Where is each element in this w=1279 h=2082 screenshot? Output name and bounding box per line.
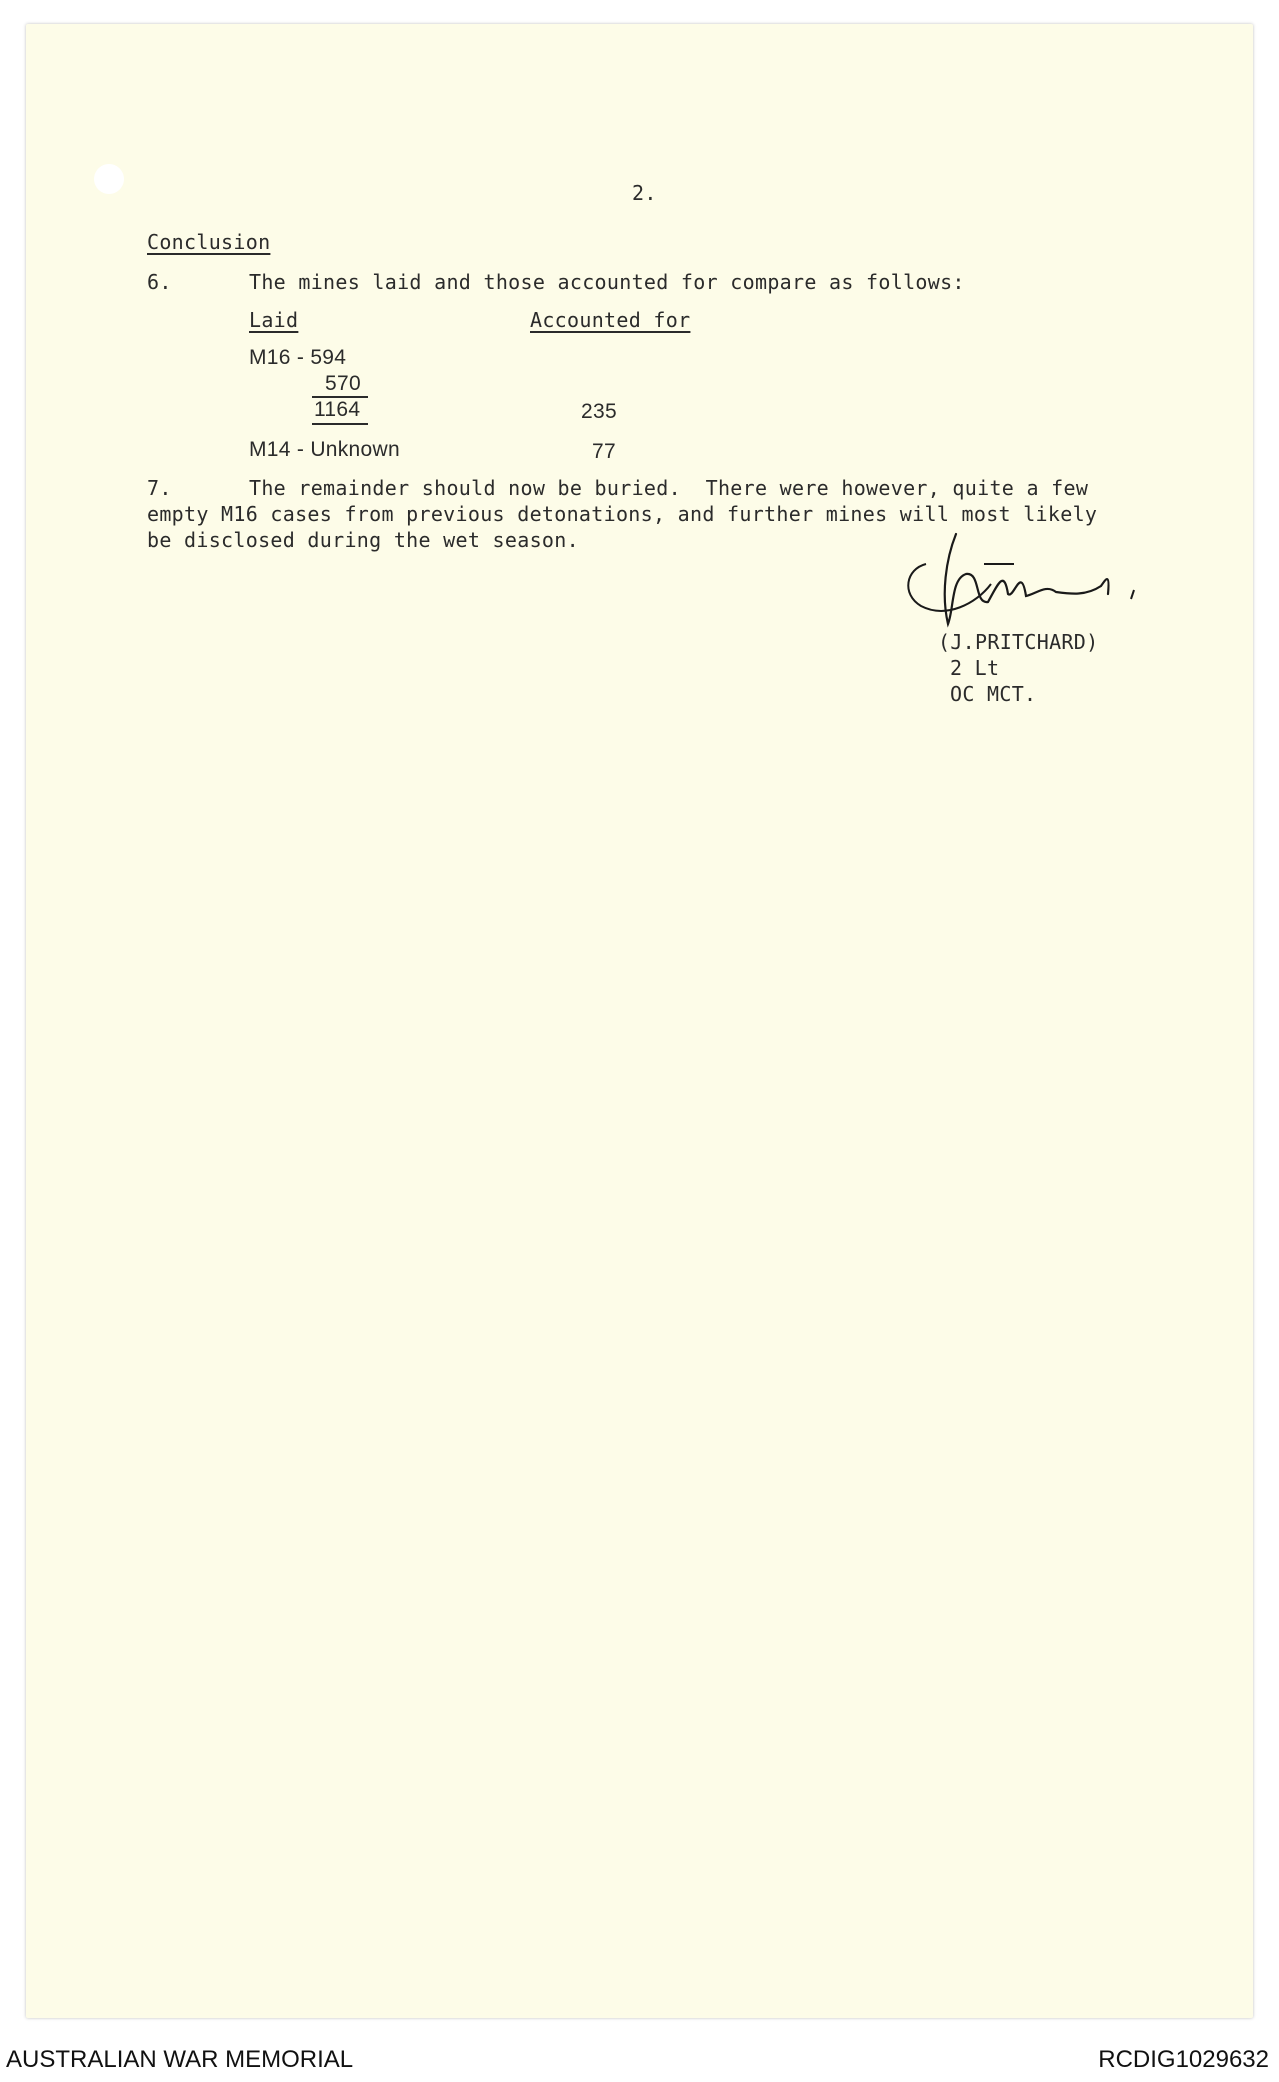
section-heading: Conclusion bbox=[147, 230, 271, 254]
signatory-rank: 2 Lt bbox=[950, 656, 1000, 680]
punch-hole bbox=[94, 164, 124, 194]
footer-institution: AUSTRALIAN WAR MEMORIAL bbox=[6, 2046, 354, 2073]
signatory-unit: OC MCT. bbox=[950, 682, 1037, 706]
paragraph-7-line-1: The remainder should now be buried. There were however, quite a few bbox=[249, 476, 1089, 500]
m16-laid-value: M16 - 594 bbox=[249, 346, 347, 369]
paragraph-7-line-2: empty M16 cases from previous detonations, and further mines will most likely bbox=[147, 502, 1098, 526]
paragraph-7-line-3: be disclosed during the wet season. bbox=[147, 528, 579, 552]
paragraph-7-number: 7. bbox=[147, 476, 172, 500]
m14-accounted-value: 77 bbox=[592, 440, 616, 463]
m16-total: 1164 bbox=[314, 398, 361, 421]
signatory-name: (J.PRITCHARD) bbox=[938, 630, 1099, 654]
signature-image bbox=[896, 524, 1166, 644]
m16-addend: 570 bbox=[325, 372, 361, 395]
sum-rule-bottom bbox=[312, 423, 368, 425]
paragraph-6-number: 6. bbox=[147, 270, 172, 294]
m14-laid-value: M14 - Unknown bbox=[249, 438, 400, 461]
m16-accounted-value: 235 bbox=[581, 400, 617, 423]
column-header-laid: Laid bbox=[249, 308, 299, 332]
paragraph-6-text: The mines laid and those accounted for compare as follows: bbox=[249, 270, 965, 294]
page-number: 2. bbox=[632, 181, 657, 205]
footer-record-id: RCDIG1029632 bbox=[1098, 2046, 1269, 2073]
column-header-accounted-for: Accounted for bbox=[530, 308, 691, 332]
